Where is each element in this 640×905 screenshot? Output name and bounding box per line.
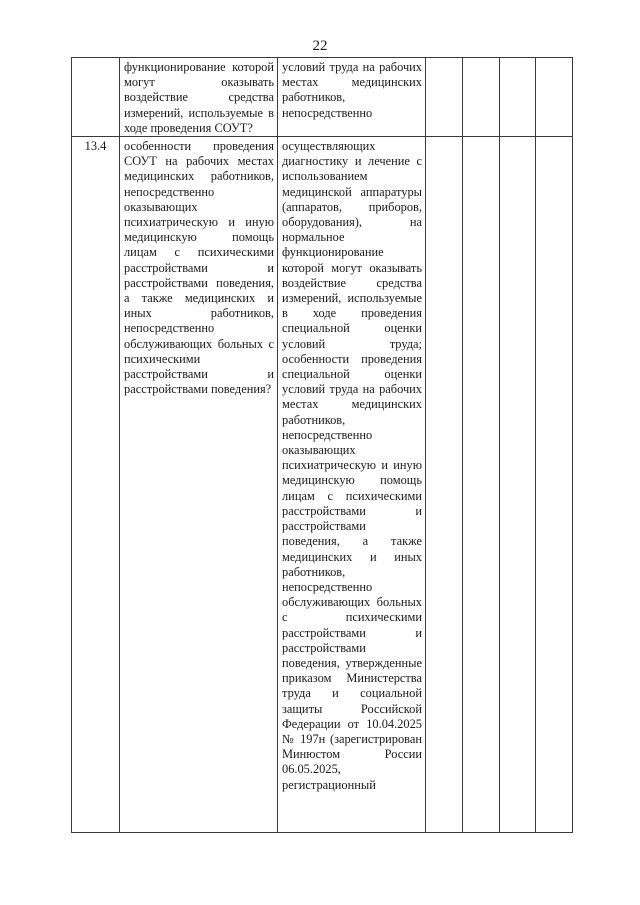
empty-cell [463,137,500,833]
empty-cell [536,58,573,137]
row-number-cell [72,58,120,137]
table-row [72,137,573,833]
question-text: функционирование которой могут оказывать воздействие средства измерений, используемые в ходе проведения СОУТ? [124,60,274,135]
question-text: особенности проведения СОУТ на рабочих местах медицинских работников, непосредственно оказывающих психиатрическую и иную медицинскую помощь лицам с психическими расстройствами и расстройствами поведения, а также медицинских и иных работников, непосредственно обслуживающих больных с психическими расстройствами и расстройствами поведения? [124,139,274,397]
empty-cell [426,137,463,833]
row-number: 13.4 [84,139,107,154]
answer-text: осуществляющих диагностику и лечение с использованием медицинской аппаратуры (аппаратов, приборов, оборудования), на нормальное функционирование которой могут оказывать воздействие средства измерений, используемые в ходе проведения специальной оценки условий труда; особенности проведения специальной оценки условий труда на рабочих местах медицинских работников, непосредственно оказывающих психиатрическую и иную медицинскую помощь лицам с психическими расстройствами и расстройствами поведения, а также медицинских и иных работников, непосредственно обслуживающих больных с психическими расстройствами и расстройствами поведения, утвержденные приказом Министерства труда и социальной защиты Российской Федерации от 10.04.2025 № 197н (зарегистрирован Минюстом России 06.05.2025, регистрационный [282,139,422,792]
empty-cell [500,58,536,137]
empty-cell [500,137,536,833]
answer-cell [278,58,426,137]
question-cell [120,137,278,833]
answer-cell [278,137,426,833]
answer-text: условий труда на рабочих местах медицинских работников, непосредственно [282,60,422,120]
questions-table [71,57,573,833]
empty-cell [536,137,573,833]
row-number [72,58,119,60]
table-row [72,58,573,137]
question-cell [120,58,278,137]
empty-cell [463,58,500,137]
row-number-cell [72,137,120,833]
empty-cell [426,58,463,137]
page-number: 22 [312,38,328,54]
